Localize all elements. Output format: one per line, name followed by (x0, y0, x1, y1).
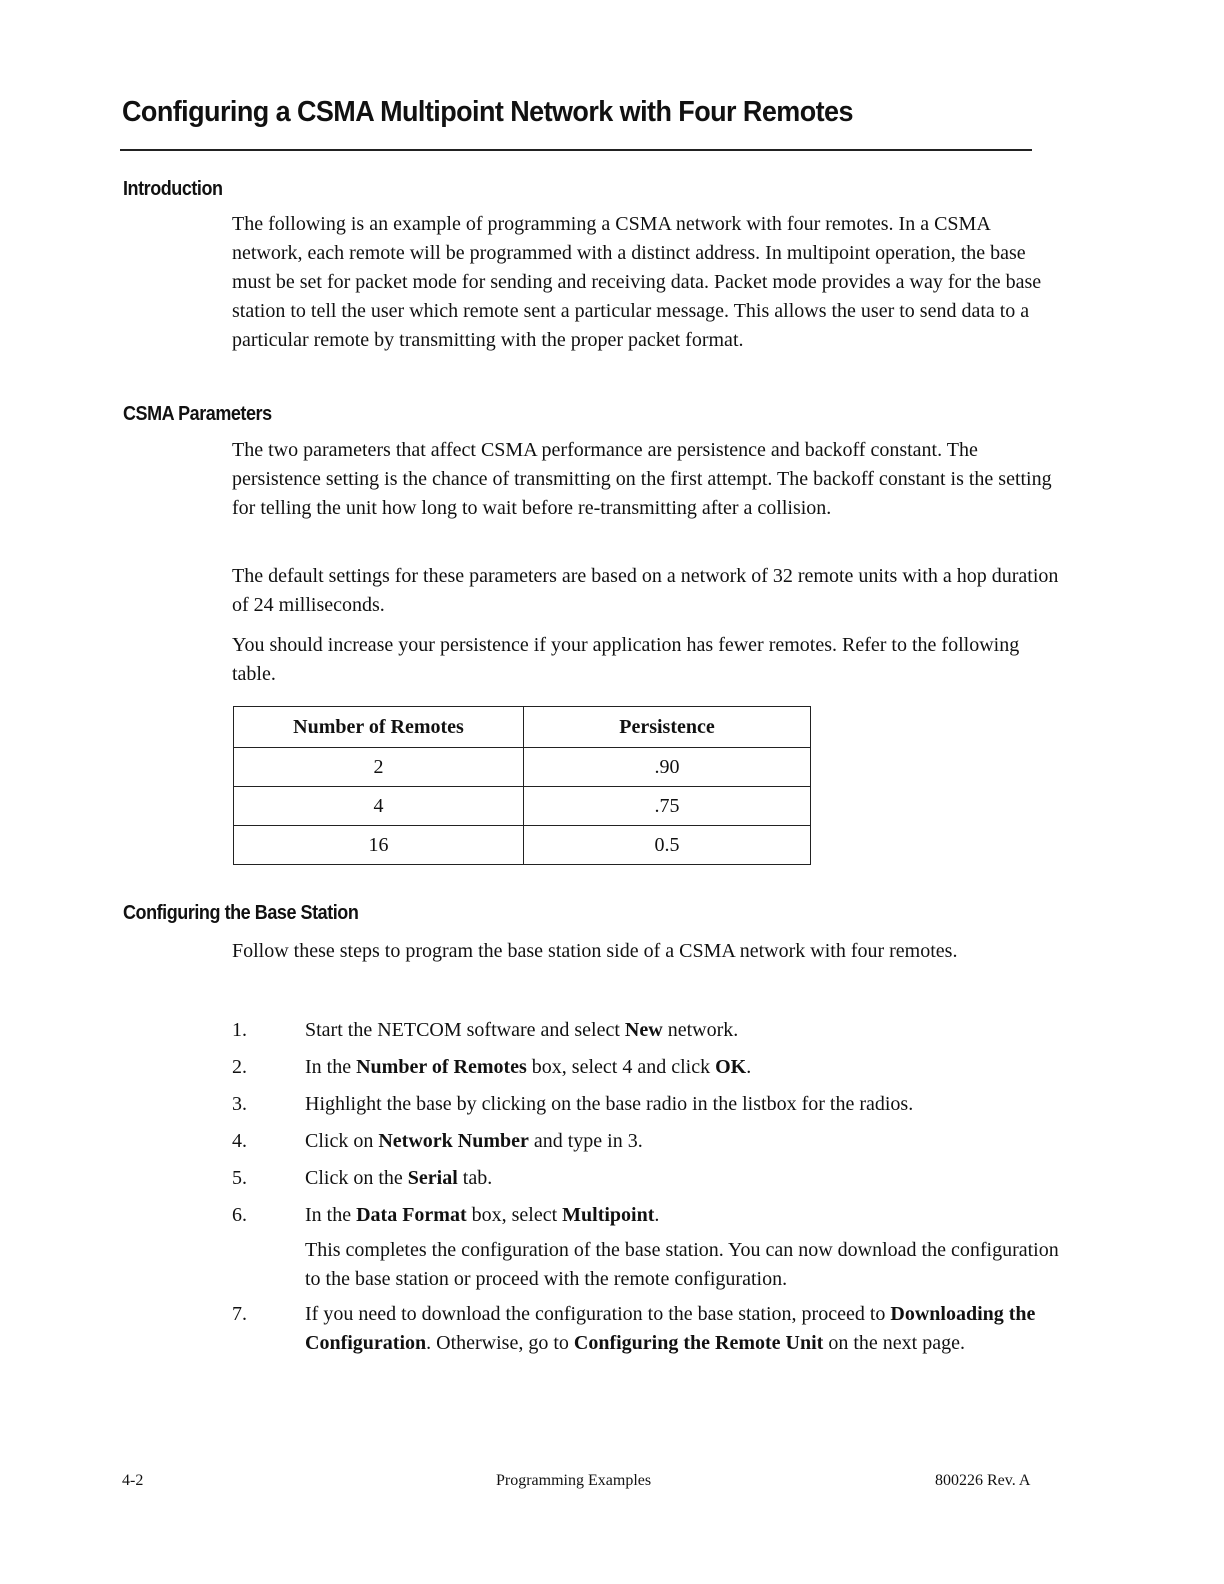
step-text: Click on the (305, 1167, 408, 1189)
table-cell-persistence: .75 (524, 787, 811, 826)
base-station-intro: Follow these steps to program the base station side of a CSMA network with four remotes. (232, 940, 958, 962)
step-text: Click on (305, 1130, 379, 1152)
step-text: box, select (466, 1204, 563, 1226)
table-row (234, 787, 811, 826)
csma-parameters-heading: CSMA Parameters (123, 403, 272, 425)
csma-parameters-paragraph-2: The default settings for these parameters are based on a network of 32 remote units with a hop duration of 24 milliseconds. (232, 565, 1059, 616)
table-header-number-of-remotes: Number of Remotes (234, 707, 524, 748)
table-row (234, 748, 811, 787)
step-emphasis: Number of Remotes (356, 1056, 527, 1078)
base-station-heading: Configuring the Base Station (123, 902, 359, 924)
step-number: 6. (232, 1204, 247, 1226)
introduction-paragraph: The following is an example of programming a CSMA network with four remotes. In a CSMA network, each remote will be programmed with a distinct address. In multipoint operation, the base must be set for packet mode for sending and receiving data. Packet mode provides a way for the base station to tell the user which remote sent a particular message. This allows the user to send data to a particular remote by transmitting with the proper packet format. (232, 213, 1042, 351)
step-text: Highlight the base by clicking on the base radio in the listbox for the radios. (305, 1093, 914, 1115)
step-item (232, 1127, 1062, 1156)
step-item (232, 1053, 1062, 1082)
title-divider (120, 149, 1032, 151)
step-number: 3. (232, 1093, 247, 1115)
step-number: 2. (232, 1056, 247, 1078)
step-text: . (654, 1204, 660, 1226)
table-cell-remotes: 16 (234, 826, 524, 865)
csma-parameters-paragraph-3: You should increase your persistence if your application has fewer remotes. Refer to the following table. (232, 634, 1020, 685)
step-emphasis: Data Format (356, 1204, 467, 1226)
step-text: . Otherwise, go to (426, 1332, 574, 1354)
step-text: box, select 4 and click (526, 1056, 716, 1078)
step-item (232, 1300, 1062, 1358)
table-header-persistence: Persistence (524, 707, 811, 748)
footer-doc-id: 800226 Rev. A (935, 1472, 1031, 1489)
step-item (232, 1164, 1062, 1193)
persistence-table (233, 706, 811, 865)
footer-page-number: 4-2 (122, 1472, 144, 1489)
step-emphasis: Configuring the Remote Unit (573, 1332, 824, 1354)
table-row (234, 826, 811, 865)
step-emphasis: Downloading the Configuration (305, 1303, 1036, 1354)
step-text: network. (662, 1019, 739, 1041)
table-cell-remotes: 4 (234, 787, 524, 826)
step-text: on the next page. (823, 1332, 965, 1354)
step-number: 1. (232, 1019, 247, 1041)
step-number: 7. (232, 1303, 247, 1325)
step-emphasis: Network Number (378, 1130, 529, 1152)
table-cell-remotes: 2 (234, 748, 524, 787)
step-emphasis: Multipoint (562, 1204, 655, 1226)
footer-chapter: Programming Examples (496, 1472, 652, 1489)
step-item (232, 1201, 1062, 1230)
step-item (232, 1016, 1062, 1045)
step-text: and type in 3. (528, 1130, 643, 1152)
step-text: Start the NETCOM software and select (305, 1019, 625, 1041)
step-emphasis: New (624, 1019, 663, 1041)
step-emphasis: Serial (407, 1167, 458, 1189)
base-station-steps (232, 1016, 1062, 1366)
table-cell-persistence: .90 (524, 748, 811, 787)
step-number: 4. (232, 1130, 247, 1152)
page-title: Configuring a CSMA Multipoint Network with Four Remotes (122, 96, 853, 128)
step-text: In the (305, 1056, 357, 1078)
step-text: In the (305, 1204, 357, 1226)
table-header-row (234, 707, 811, 748)
step-text: tab. (457, 1167, 493, 1189)
introduction-heading: Introduction (123, 178, 223, 200)
step-item (232, 1090, 1062, 1119)
step-number: 5. (232, 1167, 247, 1189)
step-emphasis: OK (715, 1056, 747, 1078)
table-cell-persistence: 0.5 (524, 826, 811, 865)
step-6-note: This completes the configuration of the base station. You can now download the configuration to the base station or proceed with the remote configuration. (305, 1239, 1059, 1290)
step-text: . (746, 1056, 752, 1078)
step-text: If you need to download the configuration to the base station, proceed to (305, 1303, 891, 1325)
csma-parameters-paragraph-1: The two parameters that affect CSMA performance are persistence and backoff constant. The persistence setting is the chance of transmitting on the first attempt. The backoff constant is the setting for telling the unit how long to wait before re-transmitting after a collision. (232, 439, 1052, 519)
